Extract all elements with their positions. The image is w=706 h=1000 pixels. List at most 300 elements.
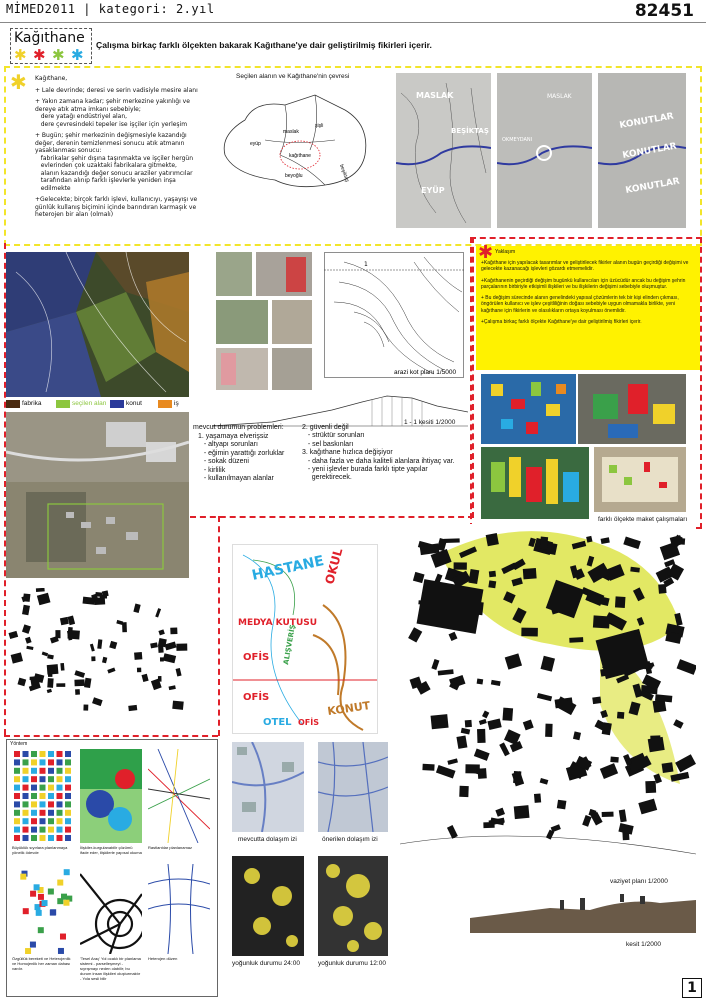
sketch-label: KONUTLAR	[624, 176, 681, 196]
block	[601, 537, 610, 544]
block	[23, 793, 29, 799]
block	[523, 720, 534, 731]
block	[176, 668, 182, 677]
block	[23, 801, 29, 807]
intro-line: +Gelecekte; birçok farklı işlevi, kullanıcıyı, yaşayışı ve	[35, 196, 198, 203]
problems-col-1	[198, 433, 284, 483]
block	[23, 776, 29, 782]
sketch-label: OKMEYDANI	[502, 137, 533, 143]
legend-label: konut	[126, 400, 142, 407]
block	[14, 776, 20, 782]
method-title: Yöntem	[10, 741, 28, 747]
block	[540, 778, 549, 785]
star-icon: ✱	[33, 46, 46, 64]
block	[57, 810, 63, 816]
block	[37, 593, 51, 605]
left-frame-bottom	[4, 735, 218, 737]
block	[31, 801, 37, 807]
approach-paragraph: + Bu değişim sürecinde alanın genelindeki yapısal çözümlerin tek bir kişi elinden çıkması, öngörülen kullanıcı ve işlev çeşitliliğinin doğası sebebiyle uygun olmamakla birlikte, yeni kağıthane için fikirlerin ve olasılıkların ortaya koyulması önemlidir.	[481, 295, 679, 314]
method-diagram-4	[12, 864, 74, 954]
method-caption: Büyüklük sıyırlara planlanmaya yönelik ödevde	[12, 845, 68, 855]
site-plan-caption: vaziyet planı 1/2000	[610, 878, 668, 885]
problems-col-2	[302, 424, 455, 483]
header-left: MİMED2011 | kategori: 2.yıl	[6, 2, 215, 16]
block	[537, 693, 552, 701]
block	[57, 898, 63, 904]
block	[431, 659, 439, 670]
block	[465, 720, 472, 728]
intro-line: + Bugün; şehir merkezinin değişmesiyle kazandığı	[35, 132, 187, 139]
block	[23, 768, 29, 774]
block	[137, 668, 141, 673]
block	[65, 776, 71, 782]
block	[40, 793, 46, 799]
block	[57, 801, 63, 807]
site-map-title: Seçilen alanın ve Kağıthane'nin çevresi	[236, 73, 350, 80]
block	[600, 763, 618, 779]
intro-line: değer, derenin temizlenmesi sonucu atık atmanın	[35, 139, 185, 147]
intro-line: tarafından alınıp farklı işlevlerle yeniden inşa	[35, 177, 176, 184]
street-photo-3	[216, 300, 268, 344]
current-flow-map	[232, 742, 304, 832]
block	[482, 710, 489, 718]
block	[64, 869, 70, 875]
block	[60, 663, 64, 671]
method-caption: İlişkiler-kurgulanabilir çözümü ifade eder, ilişkilerle yapısal okuma	[80, 845, 142, 855]
block	[74, 670, 85, 678]
method-diagram-3	[148, 749, 210, 843]
block	[176, 644, 187, 651]
block	[477, 678, 484, 684]
block	[22, 605, 30, 615]
sketch-label: MASLAK	[416, 91, 454, 100]
approach-text	[481, 260, 696, 330]
block	[14, 785, 20, 791]
block	[57, 793, 63, 799]
sketch-label: KONUTLAR	[621, 141, 678, 161]
block	[479, 719, 487, 725]
block	[30, 942, 36, 948]
logo-title: Kağıthane	[14, 30, 85, 46]
block	[31, 818, 37, 824]
intro-line: dereye atık atma imkanı sebebiyle;	[35, 105, 141, 113]
problem-line: - yeni işlevler burada farklı tipte yapılar	[302, 465, 428, 473]
intro-line: + Lale devrinde; deresi ve serin vadisiyle mesire alanı	[35, 86, 198, 94]
block	[109, 641, 117, 649]
problem-line: - daha fazla ve daha kaliteli alanlara ihtiyaç var.	[302, 457, 455, 465]
block	[14, 818, 20, 824]
block	[551, 824, 561, 832]
block	[495, 808, 505, 817]
problems-title: mevcut durumun problemleri:	[193, 424, 284, 431]
block	[31, 768, 37, 774]
block	[465, 764, 479, 773]
intro-line: alanın kazandığı değer sonucu araziler yatırımcılar	[35, 169, 193, 177]
block	[592, 697, 601, 705]
block	[23, 908, 29, 914]
block	[534, 793, 541, 802]
intro-line: dere yatağı endüstriyel alan,	[35, 113, 128, 120]
concept-word: OFİS	[243, 692, 270, 703]
method-caption: Özgüllük bereketi ve Heterojenlik ve Homojenlik her zaman dahası vardır.	[12, 956, 71, 971]
block	[459, 786, 469, 797]
intro-line: evlerinden çok uzaktaki fabrikalara gitmekte,	[35, 162, 177, 169]
block	[14, 768, 20, 774]
block	[48, 785, 54, 791]
block	[545, 724, 552, 737]
proposed-flow-map	[318, 742, 388, 832]
star-icon: ✱	[52, 46, 65, 64]
block	[23, 751, 29, 757]
block	[523, 568, 537, 579]
concept-word: OFİS	[243, 652, 270, 663]
block	[40, 768, 46, 774]
block	[413, 572, 425, 583]
map-label: maslak	[283, 129, 299, 135]
sketch-label: EYÜP	[421, 186, 445, 195]
legend-label: fabrika	[22, 400, 42, 407]
block	[48, 801, 54, 807]
density-caption: yoğunluk durumu 24:00	[232, 960, 300, 967]
block	[422, 764, 434, 771]
block	[31, 751, 37, 757]
block	[489, 571, 496, 577]
left-frame-mid	[218, 516, 220, 736]
block	[31, 827, 37, 833]
density-caption: yoğunluk durumu 12:00	[318, 960, 386, 967]
block	[65, 759, 71, 765]
legend-label: seçilen alan	[72, 400, 107, 407]
block	[25, 948, 31, 954]
block	[30, 676, 40, 687]
problem-line: - strüktür sorunları	[302, 432, 365, 440]
block	[673, 719, 683, 729]
block	[40, 827, 46, 833]
block	[57, 827, 63, 833]
map-label: beşiktaş	[338, 163, 351, 183]
flow-caption: mevcutta dolaşım izi	[238, 836, 297, 843]
block	[25, 637, 32, 644]
concept-word: HASTANE	[250, 553, 326, 584]
block	[662, 762, 674, 773]
block	[31, 835, 37, 841]
block	[48, 827, 54, 833]
block	[20, 874, 26, 880]
block	[569, 637, 583, 643]
block	[128, 705, 137, 711]
block	[487, 719, 501, 731]
block	[74, 679, 84, 686]
block	[100, 594, 107, 598]
logo-box	[10, 28, 92, 64]
problem-line: - kirlilik	[198, 466, 226, 474]
block	[14, 835, 20, 841]
block	[488, 580, 496, 588]
intro-line: heterojen bir alan (olmalı)	[35, 211, 114, 218]
block	[438, 669, 454, 675]
block	[65, 768, 71, 774]
block	[40, 751, 46, 757]
block	[48, 759, 54, 765]
approach-paragraph: +Kağıthane için yapılacak tasarımlar ve geliştirilecek fikirler alanın bugün geçirdiği değişimi ve gelecekte kazanacağı işlevleri gözardı etmemelidir.	[481, 260, 689, 273]
concept-word: ALIŞVERİŞ	[282, 623, 298, 666]
concept-word: OTEL	[263, 717, 292, 728]
problem-line: - eğimin yarattığı zorluklar	[198, 449, 285, 457]
block	[23, 835, 29, 841]
model-photo-2	[578, 374, 686, 444]
block	[57, 835, 63, 841]
problems-frame-bottom	[190, 516, 474, 518]
star-icon: ✱	[14, 46, 27, 64]
site-section	[470, 888, 696, 934]
flow-caption: önerilen dolaşım izi	[322, 836, 378, 843]
block	[14, 793, 20, 799]
problem-line: 3. kağıthane hızlıca değişiyor	[302, 449, 393, 457]
concept-word: OFİS	[298, 718, 320, 727]
block	[116, 620, 123, 625]
models-caption: farklı ölçekte maket çalışmaları	[598, 516, 688, 523]
block	[474, 749, 490, 761]
density-12-map	[318, 856, 388, 956]
block	[84, 678, 91, 688]
block	[42, 900, 48, 906]
block	[17, 678, 26, 687]
block	[483, 822, 494, 828]
method-caption: Heterojen düzen	[148, 956, 178, 961]
block	[40, 818, 46, 824]
block	[60, 617, 69, 625]
block	[8, 631, 18, 639]
block	[92, 697, 103, 706]
block	[34, 884, 40, 890]
block	[48, 835, 54, 841]
block	[91, 656, 95, 661]
block	[107, 667, 115, 673]
block	[47, 689, 52, 693]
block	[40, 759, 46, 765]
subtitle: Çalışma birkaç farklı ölçekten bakarak Kağıthane'ye dair geliştirilmiş fikirleri içerir.	[96, 40, 432, 50]
block	[56, 683, 65, 687]
problem-line: 2. güvenli değil	[302, 424, 349, 431]
block	[23, 818, 29, 824]
map-label: şişli	[315, 123, 324, 129]
concept-drawing	[232, 544, 378, 734]
sketch-label: MASLAK	[547, 93, 572, 100]
block	[90, 644, 95, 652]
block	[65, 835, 71, 841]
block	[38, 894, 44, 900]
block	[615, 596, 625, 608]
block	[48, 768, 54, 774]
block	[477, 729, 486, 743]
problem-line: - sokak düzeni	[198, 458, 249, 466]
block	[48, 810, 54, 816]
problem-line: - altyapı sorunları	[198, 441, 258, 449]
block	[48, 776, 54, 782]
block	[55, 630, 60, 638]
block	[23, 827, 29, 833]
street-photo-5	[216, 348, 268, 390]
block	[65, 810, 71, 816]
kot-caption: arazi kot planı 1/5000	[394, 369, 457, 376]
block	[454, 562, 467, 569]
block	[65, 751, 71, 757]
block	[14, 810, 20, 816]
page-number: 1	[682, 978, 702, 998]
block	[431, 714, 449, 729]
concept-word: OKUL	[322, 546, 346, 586]
block	[645, 781, 656, 793]
block	[602, 812, 614, 817]
block	[514, 805, 530, 819]
block	[40, 785, 46, 791]
block	[23, 759, 29, 765]
method-caption: 'Tesel Araç' Yol ocaklı bir planlama sistemi - parselleşmeyi - sıyrışmayı neden olabilir; bu durum insan ilişkileri oluşturmaktır - Yola sesli bilir	[80, 956, 141, 981]
approach-paragraph: +Çalışma birkaç farklı ölçekte Kağıthane'ye dair geliştirilmiş fikirleri içerir.	[481, 318, 642, 325]
block	[14, 827, 20, 833]
block	[638, 799, 657, 815]
block	[521, 628, 538, 637]
block	[102, 657, 107, 664]
block	[60, 934, 66, 940]
block	[618, 823, 633, 835]
intro-text	[35, 75, 225, 219]
sketch-map-1	[396, 73, 491, 228]
block	[36, 588, 45, 592]
approach-title: Yaklaşım	[495, 249, 516, 255]
block	[648, 737, 665, 752]
site-plan	[400, 524, 696, 874]
block	[491, 680, 501, 686]
block	[63, 900, 69, 906]
block	[75, 689, 80, 695]
block	[158, 629, 164, 635]
block	[57, 880, 63, 886]
intro-line: dere çevresindeki tepeler ise işçiler için yerleşim	[35, 120, 188, 128]
block	[42, 652, 49, 657]
sketch-map-3	[598, 73, 686, 228]
method-diagram-6	[148, 864, 210, 954]
sketch-map-2	[497, 73, 592, 228]
method-diagram-1	[12, 749, 74, 843]
header-rule	[0, 22, 706, 23]
block	[677, 659, 696, 675]
block	[40, 801, 46, 807]
block	[40, 810, 46, 816]
block	[512, 771, 524, 786]
model-photo-1	[481, 374, 576, 444]
block	[170, 627, 177, 634]
entry-number: 82451	[634, 1, 694, 21]
block	[83, 705, 88, 711]
intro-line: + Yakın zamana kadar; şehir merkezine yakınlığı ve	[35, 98, 190, 105]
block	[582, 815, 591, 827]
section-caption: 1 - 1 kesiti 1/2000	[404, 419, 456, 426]
block	[14, 759, 20, 765]
block	[449, 632, 458, 641]
block	[165, 641, 177, 650]
site-map	[205, 85, 385, 195]
block	[447, 825, 458, 839]
legend-label: iş	[174, 400, 179, 407]
block	[502, 708, 513, 721]
block	[31, 810, 37, 816]
block	[48, 793, 54, 799]
block	[619, 809, 627, 822]
problem-line: - kullanılmayan alanlar	[198, 474, 274, 482]
block	[48, 889, 54, 895]
block	[134, 652, 142, 660]
block	[133, 604, 140, 613]
star-icon: ✱	[10, 70, 27, 94]
block	[150, 642, 158, 648]
intro-line: edilmekte	[35, 184, 71, 192]
block	[14, 801, 20, 807]
block	[408, 627, 422, 642]
problem-line: gerektirecek.	[302, 474, 352, 482]
problem-line: 1. yaşamaya elverişsiz	[198, 433, 269, 440]
block	[14, 751, 20, 757]
concept-word: MEDYA KUTUSU	[238, 618, 318, 628]
block	[26, 646, 33, 650]
block	[122, 622, 127, 632]
concept-word: KONUT	[326, 699, 372, 718]
street-photo-4	[272, 300, 312, 344]
sketch-label: KONUTLAR	[618, 111, 675, 131]
intro-line: Kağıthane,	[35, 75, 68, 82]
block	[22, 624, 31, 633]
approach-panel	[476, 242, 700, 370]
block	[65, 785, 71, 791]
block	[623, 537, 641, 550]
block	[155, 608, 161, 617]
block	[48, 751, 54, 757]
approach-paragraph: +Kağıthanenin geçirdiği değişim bugünkü kullanıcıları için üzücüdür ancak bu değişim şehrin parçalarının birbiriyle etkişimli ilişkileri ve bu ilişkilerin değişimi sebebiyle oluşmuştur.	[481, 277, 686, 290]
density-24-map	[232, 856, 304, 956]
block	[169, 685, 176, 690]
block	[83, 597, 95, 605]
block	[11, 652, 23, 663]
block	[486, 533, 499, 546]
block	[57, 776, 63, 782]
block	[38, 927, 44, 933]
street-photo-2	[256, 252, 312, 296]
block	[23, 810, 29, 816]
block	[163, 653, 176, 663]
block	[30, 891, 36, 897]
block	[48, 818, 54, 824]
block	[541, 656, 555, 672]
block	[40, 776, 46, 782]
block	[57, 751, 63, 757]
block	[142, 674, 149, 682]
block	[447, 758, 458, 765]
model-photo-4	[594, 447, 686, 512]
street-photo-6	[272, 348, 312, 390]
block	[50, 909, 56, 915]
block	[97, 639, 102, 649]
star-icon: ✱	[478, 242, 494, 263]
method-diagram-5	[80, 864, 142, 954]
block	[23, 785, 29, 791]
section-marker: 1	[364, 261, 368, 268]
block	[47, 664, 59, 675]
block	[573, 731, 581, 740]
block	[31, 759, 37, 765]
intro-line: yasaklanması sonucu:	[35, 147, 102, 154]
block	[436, 765, 456, 779]
kot-plan	[324, 252, 464, 378]
